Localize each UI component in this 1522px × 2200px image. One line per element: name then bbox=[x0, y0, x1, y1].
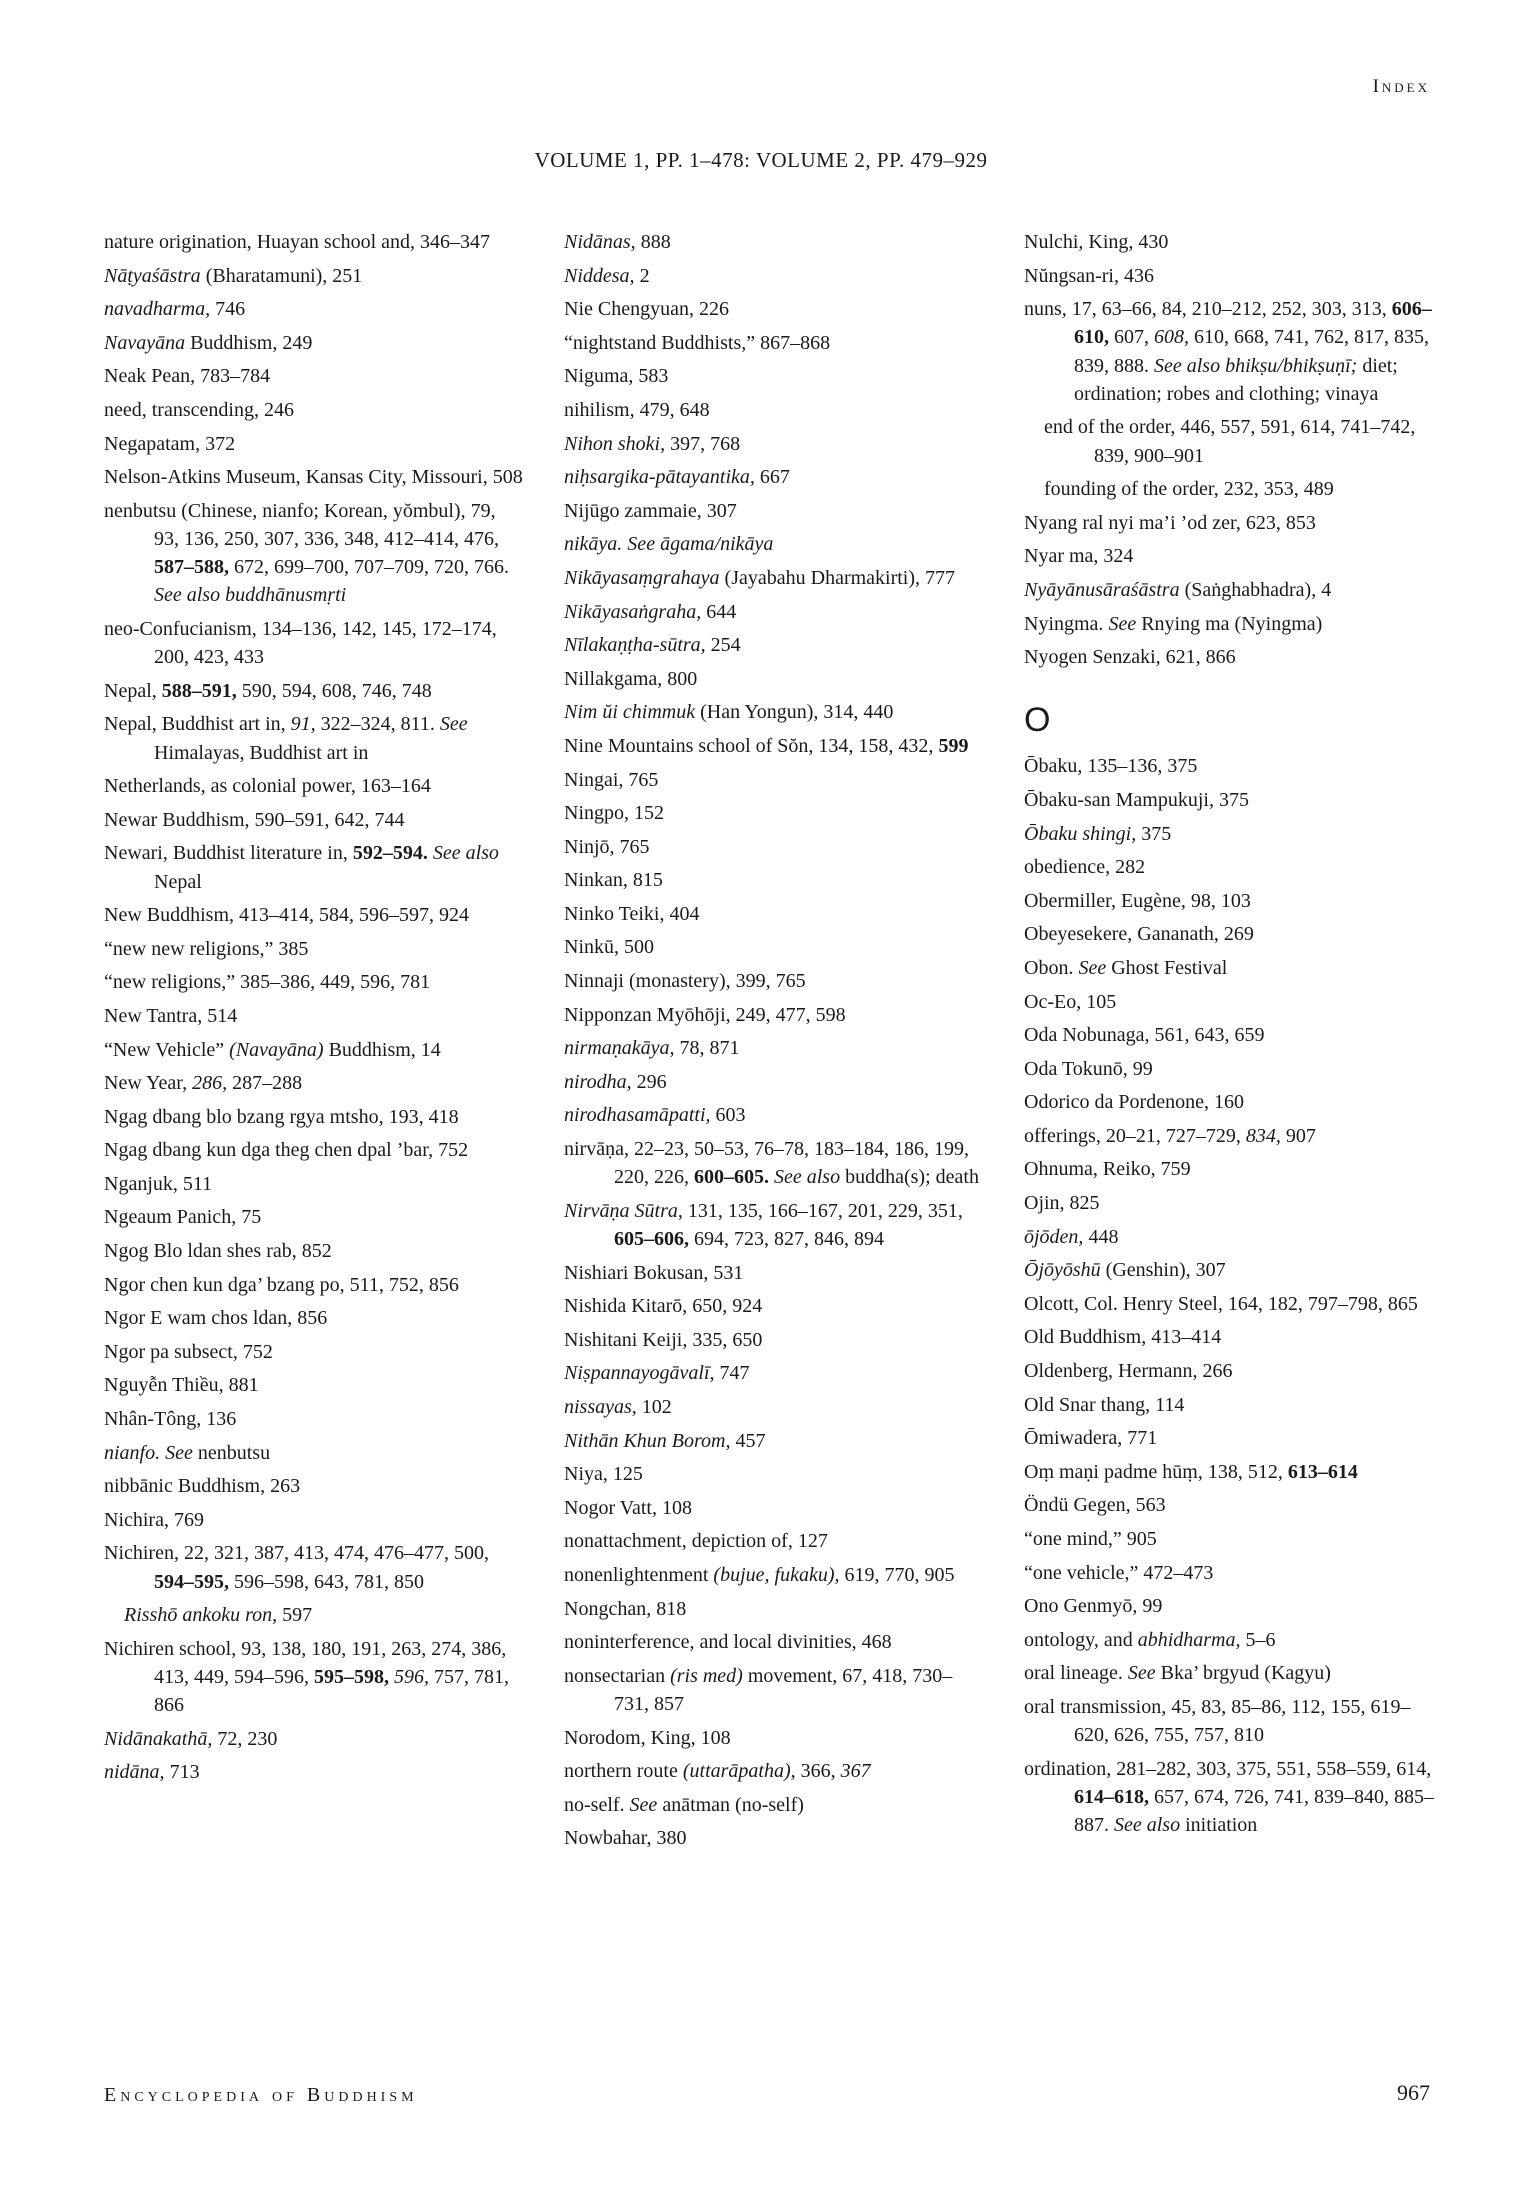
index-entry: offerings, 20–21, 727–729, 834, 907 bbox=[1024, 1124, 1316, 1147]
page-number: 967 bbox=[1397, 2080, 1430, 2105]
index-entry: “nightstand Buddhists,” 867–868 bbox=[564, 331, 831, 354]
index-entry: Ojin, 825 bbox=[1024, 1192, 1100, 1215]
index-entry: Niddesa, 2 bbox=[564, 264, 650, 287]
index-subentry: end of the order, 446, 557, 591, 614, 741–742, 839, 900–901 bbox=[1044, 416, 1416, 467]
index-entry: Navayāna Buddhism, 249 bbox=[104, 331, 313, 354]
index-entry: Nŭngsan-ri, 436 bbox=[1024, 264, 1154, 287]
index-entry: Norodom, King, 108 bbox=[564, 1726, 731, 1749]
index-entry: need, transcending, 246 bbox=[104, 398, 294, 421]
index-entry: Nie Chengyuan, 226 bbox=[564, 298, 729, 321]
index-entry: nikāya. See āgama/nikāya bbox=[564, 533, 774, 556]
index-entry: Obermiller, Eugène, 98, 103 bbox=[1024, 889, 1251, 912]
index-entry: Nhân-Tông, 136 bbox=[104, 1408, 237, 1431]
index-entry: Nishiari Bokusan, 531 bbox=[564, 1261, 744, 1284]
index-entry: “New Vehicle” (Navayāna) Buddhism, 14 bbox=[104, 1038, 441, 1061]
index-entry: “new religions,” 385–386, 449, 596, 781 bbox=[104, 971, 431, 994]
index-entry: nihilism, 479, 648 bbox=[564, 398, 710, 421]
index-entry: “one mind,” 905 bbox=[1024, 1528, 1157, 1551]
index-entry: Nowbahar, 380 bbox=[564, 1827, 687, 1850]
index-entry: nirodhasamāpatti, 603 bbox=[564, 1104, 746, 1127]
index-entry: nidāna, 713 bbox=[104, 1761, 200, 1784]
index-entry: nirvāṇa, 22–23, 50–53, 76–78, 183–184, 186, 199, 220, 226, 600–605. See also buddha(s); death bbox=[564, 1138, 979, 1189]
index-entry: nirodha, 296 bbox=[564, 1070, 667, 1093]
index-entry: Nidānakathā, 72, 230 bbox=[104, 1727, 278, 1750]
index-entry: Olcott, Col. Henry Steel, 164, 182, 797–798, 865 bbox=[1024, 1292, 1418, 1315]
index-entry: Odorico da Pordenone, 160 bbox=[1024, 1091, 1244, 1114]
index-entry: niḥsargika-pātayantika, 667 bbox=[564, 466, 790, 489]
index-entry: Nine Mountains school of Sŏn, 134, 158, 432, 599 bbox=[564, 734, 969, 757]
index-entry: New Tantra, 514 bbox=[104, 1004, 238, 1027]
index-entry: Ngag dbang kun dga theg chen dpal ’bar, 752 bbox=[104, 1139, 469, 1162]
index-entry: Öndü Gegen, 563 bbox=[1024, 1494, 1166, 1517]
index-entry: Nyogen Senzaki, 621, 866 bbox=[1024, 646, 1236, 669]
index-entry: Ono Genmyō, 99 bbox=[1024, 1595, 1163, 1618]
index-entry: nature origination, Huayan school and, 346–347 bbox=[104, 231, 491, 253]
volume-range-line: VOLUME 1, PP. 1–478: VOLUME 2, PP. 479–929 bbox=[534, 148, 988, 172]
index-entry: Negapatam, 372 bbox=[104, 432, 236, 455]
section-letter-heading: O bbox=[1024, 701, 1051, 740]
index-entry: nibbānic Buddhism, 263 bbox=[104, 1475, 301, 1498]
index-entry: Nirvāṇa Sūtra, 131, 135, 166–167, 201, 229, 351, 605–606, 694, 723, 827, 846, 894 bbox=[564, 1199, 963, 1251]
index-entry: Nganjuk, 511 bbox=[104, 1172, 213, 1195]
index-entry: noninterference, and local divinities, 468 bbox=[564, 1631, 892, 1654]
index-entry: Niguma, 583 bbox=[564, 365, 669, 388]
index-entry: Nijūgo zammaie, 307 bbox=[564, 499, 737, 522]
index-entry: obedience, 282 bbox=[1024, 856, 1146, 879]
index-entry: oral lineage. See Bka’ brgyud (Kagyu) bbox=[1024, 1662, 1331, 1685]
index-entry: Nyāyānusāraśāstra (Saṅghabhadra), 4 bbox=[1024, 578, 1332, 601]
index-entry: Oda Nobunaga, 561, 643, 659 bbox=[1024, 1024, 1265, 1047]
index-entry: ordination, 281–282, 303, 375, 551, 558–559, 614, 614–618, 657, 674, 726, 741, 839–840, 885–887. See also initiation bbox=[1024, 1757, 1434, 1837]
index-column-3 bbox=[1024, 228, 1442, 1845]
index-entry: Ōjōyōshū (Genshin), 307 bbox=[1024, 1259, 1226, 1282]
index-entry: Ngor pa subsect, 752 bbox=[104, 1340, 273, 1363]
index-entry: Nongchan, 818 bbox=[564, 1597, 687, 1620]
index-entry: “new new religions,” 385 bbox=[104, 937, 309, 960]
index-entry: Oda Tokunō, 99 bbox=[1024, 1057, 1153, 1080]
index-entry: Obeyesekere, Gananath, 269 bbox=[1024, 923, 1254, 946]
index-entry: Ninkū, 500 bbox=[564, 936, 654, 959]
index-subentry: founding of the order, 232, 353, 489 bbox=[1044, 478, 1334, 501]
index-entry: Nikāyasaṃgrahaya (Jayabahu Dharmakirti), 777 bbox=[564, 566, 956, 589]
index-entry: Ngeaum Panich, 75 bbox=[104, 1206, 262, 1229]
index-entry: Nyingma. See Rnying ma (Nyingma) bbox=[1024, 612, 1323, 635]
index-entry: ontology, and abhidharma, 5–6 bbox=[1024, 1628, 1276, 1651]
index-entry: Ōbaku-san Mampukuji, 375 bbox=[1024, 788, 1249, 811]
index-entry: nissayas, 102 bbox=[564, 1396, 672, 1418]
index-entry: Niṣpannayogāvalī, 747 bbox=[564, 1362, 750, 1385]
index-entry: Nichira, 769 bbox=[104, 1508, 204, 1531]
index-entry: nenbutsu (Chinese, nianfo; Korean, yŏmbul), 79, 93, 136, 250, 307, 336, 348, 412–414, 476, 587–588, 672, 699–700, 707–709, 720, 766. See also buddhānusmṛti bbox=[104, 499, 509, 607]
index-entry: Nogor Vatt, 108 bbox=[564, 1496, 692, 1519]
index-entry: Nguyễn Thiều, 881 bbox=[104, 1374, 259, 1397]
running-head: Index bbox=[1372, 76, 1430, 97]
index-entry: New Buddhism, 413–414, 584, 596–597, 924 bbox=[104, 904, 469, 927]
index-entry: Nulchi, King, 430 bbox=[1024, 231, 1169, 253]
index-entry: Ngor chen kun dga’ bzang po, 511, 752, 856 bbox=[104, 1273, 459, 1296]
index-entry: Nichiren, 22, 321, 387, 413, 474, 476–477, 500, 594–595, 596–598, 643, 781, 850 bbox=[104, 1542, 489, 1593]
index-entry: Ningai, 765 bbox=[564, 768, 659, 791]
index-entry: Nepal, 588–591, 590, 594, 608, 746, 748 bbox=[104, 679, 432, 702]
index-entry: Ngog Blo ldan shes rab, 852 bbox=[104, 1240, 332, 1263]
index-entry: Ninjō, 765 bbox=[564, 835, 650, 858]
index-entry: Nepal, Buddhist art in, 91, 322–324, 811. See Himalayas, Buddhist art in bbox=[104, 713, 468, 764]
index-subentry: Risshō ankoku ron, 597 bbox=[124, 1604, 313, 1627]
index-column-2 bbox=[564, 228, 984, 1858]
index-entry: Nillakgama, 800 bbox=[564, 667, 698, 690]
index-entry: Nishida Kitarō, 650, 924 bbox=[564, 1295, 763, 1318]
index-entry: Nyang ral nyi ma’i ’od zer, 623, 853 bbox=[1024, 511, 1316, 534]
index-entry: Newari, Buddhist literature in, 592–594. See also Nepal bbox=[104, 842, 499, 893]
index-entry: nonattachment, depiction of, 127 bbox=[564, 1530, 828, 1553]
index-entry: Nelson-Atkins Museum, Kansas City, Missouri, 508 bbox=[104, 466, 523, 489]
index-entry: navadharma, 746 bbox=[104, 298, 246, 321]
index-entry: Ohnuma, Reiko, 759 bbox=[1024, 1158, 1191, 1181]
index-entry: nonenlightenment (bujue, fukaku), 619, 770, 905 bbox=[564, 1563, 955, 1586]
index-column-1 bbox=[104, 228, 524, 1792]
index-entry: Old Snar thang, 114 bbox=[1024, 1393, 1185, 1416]
index-entry: Ninkan, 815 bbox=[564, 869, 663, 892]
index-entry: Nim ŭi chimmuk (Han Yongun), 314, 440 bbox=[564, 701, 894, 724]
index-entry: ōjōden, 448 bbox=[1024, 1225, 1119, 1248]
index-entry: Netherlands, as colonial power, 163–164 bbox=[104, 775, 431, 798]
index-entry: Nihon shoki, 397, 768 bbox=[564, 432, 741, 455]
index-entry: nianfo. See nenbutsu bbox=[104, 1441, 271, 1464]
index-entry: Ōmiwadera, 771 bbox=[1024, 1427, 1158, 1450]
index-entry: Ngor E wam chos ldan, 856 bbox=[104, 1307, 328, 1330]
index-entry: oral transmission, 45, 83, 85–86, 112, 155, 619–620, 626, 755, 757, 810 bbox=[1024, 1695, 1411, 1747]
index-entry: Nāṭyaśāstra (Bharatamuni), 251 bbox=[104, 264, 363, 287]
index-entry: Oc-Eo, 105 bbox=[1024, 990, 1117, 1013]
index-entry: Nithān Khun Borom, 457 bbox=[564, 1429, 766, 1452]
index-entry: nuns, 17, 63–66, 84, 210–212, 252, 303, 313, 606–610, 607, 608, 610, 668, 741, 762, 817, 835, 839, 888. See also bhikṣu/bhikṣuṇī; diet; ordination; robes and clothing; vinaya bbox=[1024, 298, 1432, 405]
index-entry: Nichiren school, 93, 138, 180, 191, 263, 274, 386, 413, 449, 594–596, 595–598, 596, 757, 781, 866 bbox=[104, 1637, 509, 1717]
index-entry: Nishitani Keiji, 335, 650 bbox=[564, 1328, 763, 1351]
index-entry: Old Buddhism, 413–414 bbox=[1024, 1326, 1222, 1349]
index-entry: Neak Pean, 783–784 bbox=[104, 365, 271, 388]
index-entry: Obon. See Ghost Festival bbox=[1024, 956, 1228, 979]
index-entry: no-self. See anātman (no-self) bbox=[564, 1793, 804, 1816]
index-entry: Nyar ma, 324 bbox=[1024, 545, 1134, 568]
index-entry: Oldenberg, Hermann, 266 bbox=[1024, 1360, 1233, 1383]
index-entry: Ōbaku shingi, 375 bbox=[1024, 822, 1172, 845]
index-entry: Ninko Teiki, 404 bbox=[564, 902, 700, 925]
index-entry: nirmaṇakāya, 78, 871 bbox=[564, 1037, 740, 1060]
index-entry: Ngag dbang blo bzang rgya mtsho, 193, 418 bbox=[104, 1105, 459, 1128]
index-entry: “one vehicle,” 472–473 bbox=[1024, 1561, 1214, 1584]
index-entry: nonsectarian (ris med) movement, 67, 418, 730–731, 857 bbox=[564, 1664, 953, 1715]
index-entry: Newar Buddhism, 590–591, 642, 744 bbox=[104, 808, 405, 831]
index-entry: neo-Confucianism, 134–136, 142, 145, 172–174, 200, 423, 433 bbox=[104, 617, 497, 669]
index-entry: Ningpo, 152 bbox=[564, 802, 664, 825]
index-entry: Nipponzan Myōhōji, 249, 477, 598 bbox=[564, 1003, 846, 1026]
index-entry: northern route (uttarāpatha), 366, 367 bbox=[564, 1760, 871, 1783]
index-entry: Nidānas, 888 bbox=[564, 231, 671, 253]
index-entry: New Year, 286, 287–288 bbox=[104, 1072, 303, 1095]
index-entry: Ōbaku, 135–136, 375 bbox=[1024, 755, 1198, 778]
index-entry: Niya, 125 bbox=[564, 1463, 643, 1486]
book-title-footer: Encyclopedia of Buddhism bbox=[104, 2084, 418, 2106]
index-entry: Oṃ maṇi padme hūṃ, 138, 512, 613–614 bbox=[1024, 1460, 1358, 1483]
index-entry: Nīlakaṇṭha-sūtra, 254 bbox=[564, 634, 741, 657]
index-entry: Ninnaji (monastery), 399, 765 bbox=[564, 970, 806, 993]
index-entry: Nikāyasaṅgraha, 644 bbox=[564, 600, 737, 623]
